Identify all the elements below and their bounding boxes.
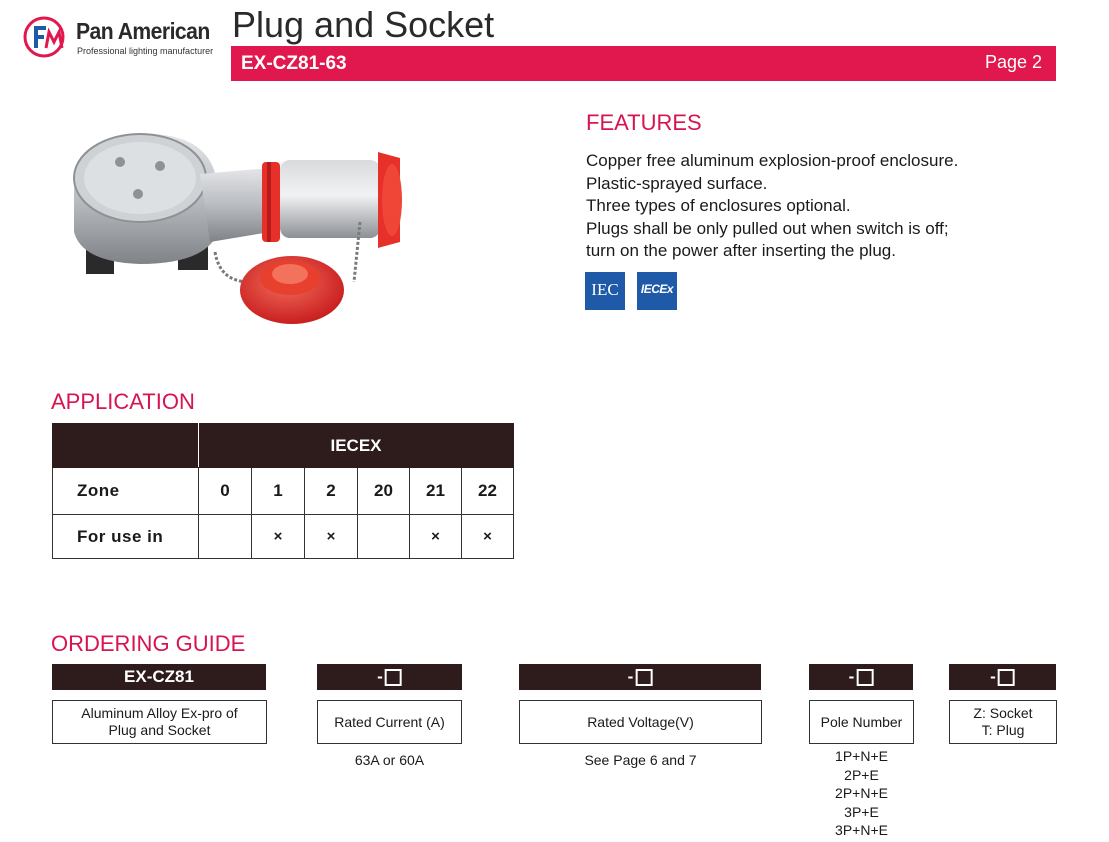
order-code: EX-CZ81 (124, 667, 194, 686)
voltage-note: See Page 6 and 7 (584, 752, 697, 768)
pan-american-logo-icon (22, 16, 68, 58)
model-number: EX-CZ81-63 (241, 53, 347, 74)
page-number: Page 2 (984, 52, 1042, 72)
pole-option: 3P+E (844, 803, 879, 820)
product-image (60, 122, 405, 332)
rated-current-box: Rated Current (A) (317, 700, 462, 744)
zone-cell: 2 (305, 468, 358, 515)
pole-option: 2P+E (844, 766, 879, 783)
pole-number-box: Pole Number (809, 700, 914, 744)
code-dash: - (627, 667, 634, 686)
model-bar (231, 46, 1056, 81)
socket-plug-box: Z: Socket T: Plug (949, 700, 1057, 744)
zone-row (53, 468, 514, 515)
code-dash: - (990, 667, 996, 686)
application-heading: APPLICATION (51, 389, 195, 414)
use-label: For use in (53, 515, 199, 559)
code-box-icon (856, 669, 873, 686)
order-code-header (52, 664, 266, 690)
standard-header: IECEX (199, 424, 514, 468)
pole-code-header (809, 664, 913, 690)
application-table (52, 423, 514, 559)
feature-item: Plugs shall be only pulled out when switch is off; (586, 218, 949, 238)
current-note: 63A or 60A (354, 752, 425, 768)
voltage-code-header (519, 664, 761, 690)
feature-item: Plastic-sprayed surface. (586, 173, 768, 193)
pole-options-list (809, 747, 914, 840)
features-heading: FEATURES (586, 110, 702, 135)
feature-item: Three types of enclosures optional. (586, 196, 851, 216)
use-row (53, 515, 514, 559)
current-code-header (317, 664, 462, 690)
iec-certification-icon: IEC (585, 272, 625, 310)
brand-tagline: Professional lighting manufacturer (77, 46, 214, 56)
rated-voltage-box: Rated Voltage(V) (519, 700, 762, 744)
zone-cell: 22 (462, 468, 514, 515)
product-description-box: Aluminum Alloy Ex-pro of Plug and Socket (52, 700, 267, 744)
zone-cell: 21 (410, 468, 462, 515)
use-cell (199, 515, 252, 559)
use-cell: × (252, 515, 305, 559)
code-dash: - (848, 667, 855, 686)
zone-cell: 20 (358, 468, 410, 515)
zone-label: Zone (53, 468, 199, 515)
use-cell: × (305, 515, 358, 559)
zone-cell: 0 (199, 468, 252, 515)
use-cell (358, 515, 410, 559)
code-box-icon (998, 669, 1015, 686)
pole-option: 3P+N+E (835, 822, 888, 838)
pole-option: 1P+N+E (835, 748, 888, 764)
code-box-icon (385, 669, 402, 686)
iecex-certification-icon: IECEx (637, 272, 677, 310)
feature-item: Copper free aluminum explosion-proof enclosure. (586, 151, 959, 170)
use-cell: × (462, 515, 514, 559)
application-header-row (53, 424, 514, 468)
type-code-header (949, 664, 1056, 690)
table-corner (53, 424, 199, 468)
ordering-guide-heading: ORDERING GUIDE (51, 631, 246, 656)
page-title: Plug and Socket (232, 4, 495, 45)
brand-logo (22, 14, 222, 62)
brand-name: Pan American (76, 18, 210, 44)
zone-cell: 1 (252, 468, 305, 515)
code-box-icon (635, 669, 652, 686)
pole-option: 2P+N+E (835, 785, 888, 801)
code-dash: - (377, 667, 383, 686)
feature-item: turn on the power after inserting the plug. (586, 241, 896, 261)
use-cell: × (410, 515, 462, 559)
features-list (586, 150, 958, 263)
